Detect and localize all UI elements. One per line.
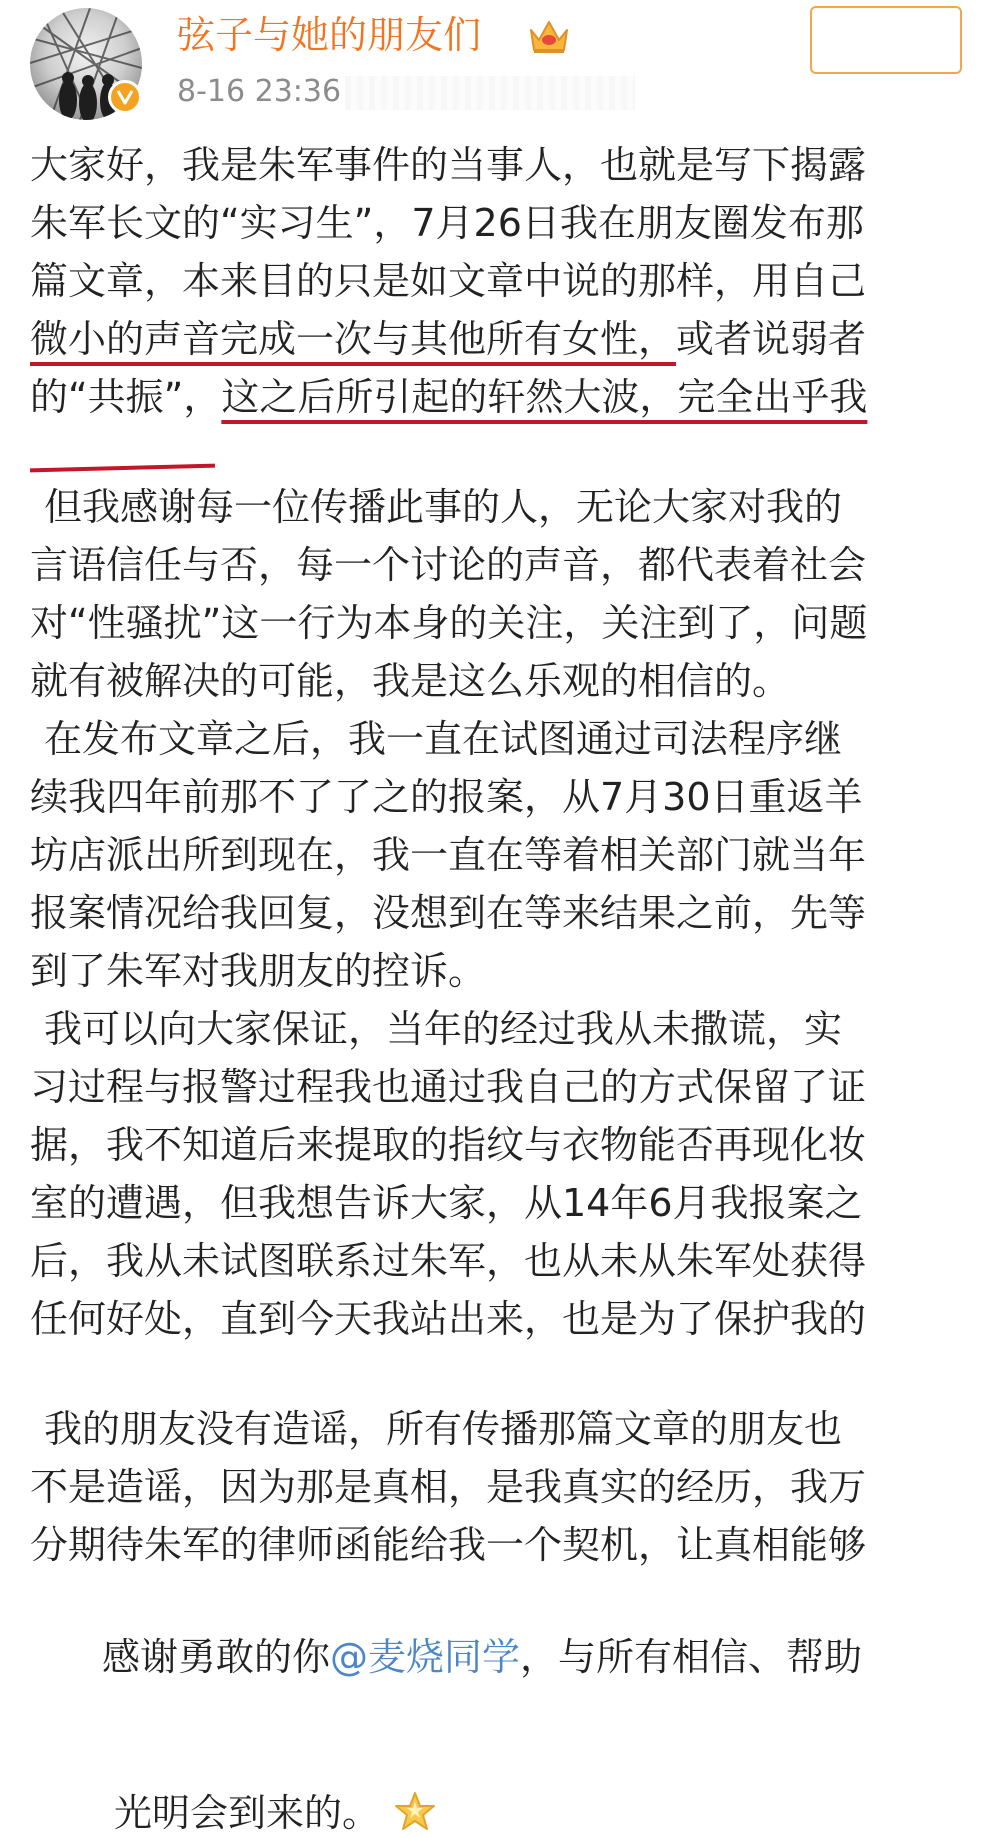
blurred-source xyxy=(345,76,635,110)
text-line: 坊店派出所到现在，我一直在等着相关部门就当年 xyxy=(30,833,867,877)
text-line: 在发布文章之后，我一直在试图通过司法程序继 xyxy=(44,717,843,761)
text-line: 大家好，我是朱军事件的当事人，也就是写下揭露 xyxy=(30,143,867,187)
timestamp: 8-16 23:36 xyxy=(177,74,342,109)
text-line xyxy=(114,1788,436,1838)
text-line xyxy=(102,1632,862,1682)
crown-icon xyxy=(527,16,571,56)
text-span: 或者说弱者 xyxy=(676,317,867,361)
text-span: 光明会到来的。 xyxy=(114,1791,381,1835)
text-span: 感谢勇敢的你 xyxy=(102,1635,331,1679)
text-line xyxy=(30,314,866,364)
text-line: 朱军长文的“实习生”，7月26日我在朋友圈发布那 xyxy=(30,201,864,245)
red-underline-mark xyxy=(30,464,215,473)
text-line: 篇文章，本来目的只是如文章中说的那样，用自己 xyxy=(30,259,867,303)
highlighted-text: 微小的声音完成一次与其他所有女性， xyxy=(30,317,677,361)
text-line: 后，我从未试图联系过朱军，也从未从朱军处获得 xyxy=(30,1239,867,1283)
text-line: 不是造谣，因为那是真相，是我真实的经历，我万 xyxy=(30,1465,867,1509)
text-span: 的“共振”， xyxy=(30,375,222,419)
text-line: 习过程与报警过程我也通过我自己的方式保留了证 xyxy=(30,1065,867,1109)
verified-badge-icon xyxy=(108,80,142,114)
text-line: 言语信任与否，每一个讨论的声音，都代表着社会 xyxy=(30,543,867,587)
post-header xyxy=(0,0,1001,120)
mention-link[interactable]: @麦烧同学 xyxy=(330,1635,521,1679)
text-line: 据，我不知道后来提取的指纹与衣物能否再现化妆 xyxy=(30,1123,867,1167)
text-line: 任何好处，直到今天我站出来，也是为了保护我的 xyxy=(30,1297,867,1341)
text-line xyxy=(30,372,867,422)
text-span: ，与所有相信、帮助 xyxy=(520,1635,863,1679)
text-line: 我可以向大家保证，当年的经过我从未撒谎，实 xyxy=(44,1007,843,1051)
text-line: 分期待朱军的律师函能给我一个契机，让真相能够 xyxy=(30,1523,867,1567)
text-line: 但我感谢每一位传播此事的人，无论大家对我的 xyxy=(44,485,843,529)
highlighted-text: 这之后所引起的轩然大波，完全出乎我 xyxy=(221,375,868,419)
username[interactable]: 弦子与她的朋友们 xyxy=(177,13,482,57)
text-line: 室的遭遇，但我想告诉大家，从14年6月我报案之 xyxy=(30,1181,863,1225)
text-line: 续我四年前那不了了之的报案，从7月30日重返羊 xyxy=(30,775,863,819)
text-line: 对“性骚扰”这一行为本身的关注，关注到了，问题 xyxy=(30,601,868,645)
text-line: 我的朋友没有造谣，所有传播那篇文章的朋友也 xyxy=(44,1407,843,1451)
text-line: 就有被解决的可能，我是这么乐观的相信的。 xyxy=(30,659,791,703)
text-line: 到了朱军对我朋友的控诉。 xyxy=(30,949,487,993)
follow-button[interactable] xyxy=(810,6,962,74)
star-icon xyxy=(394,1790,436,1832)
text-line: 报案情况给我回复，没想到在等来结果之前，先等 xyxy=(30,891,867,935)
